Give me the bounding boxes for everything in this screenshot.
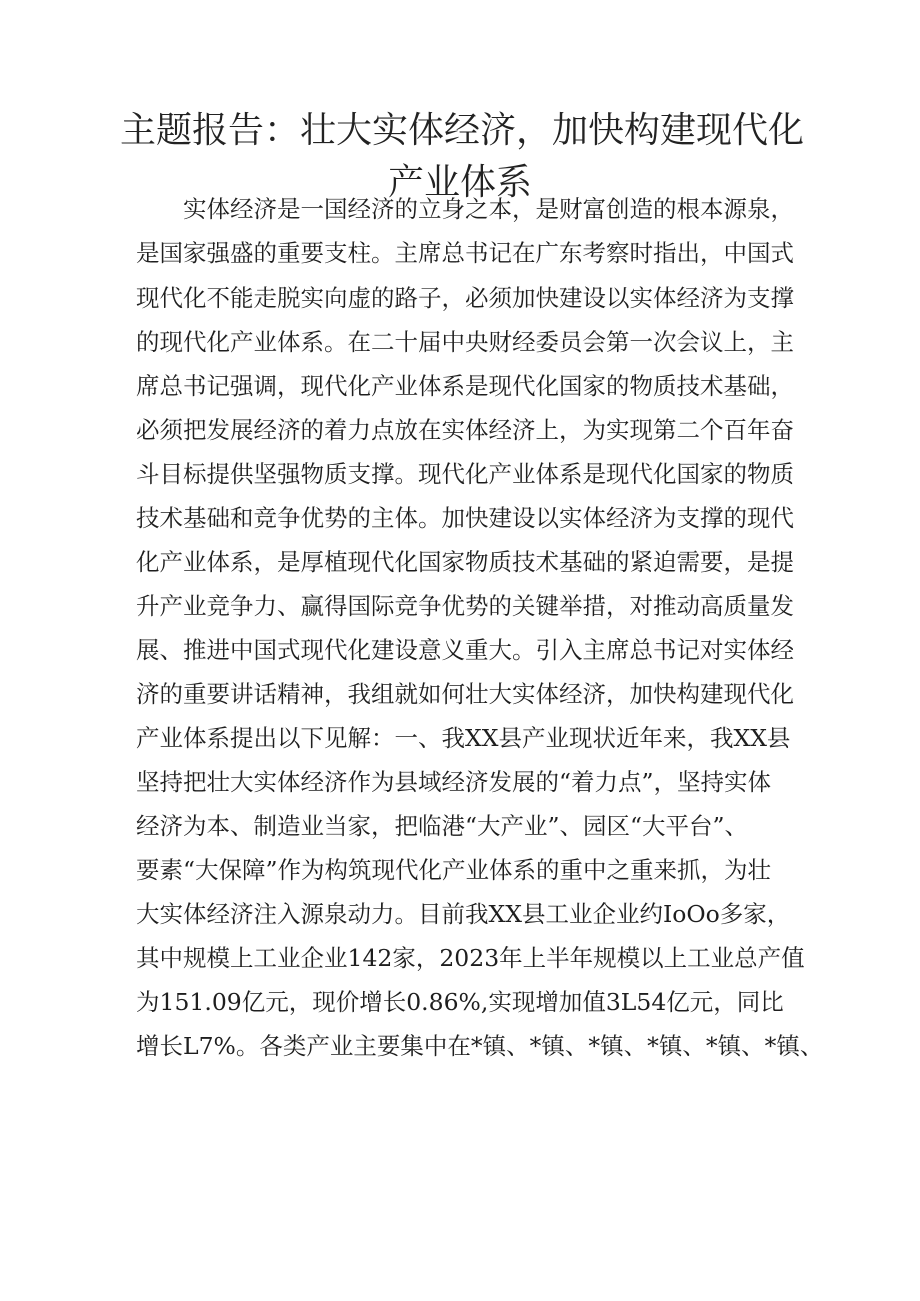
- body-line: 其中规模上工业企业142家，2023年上半年规模以上工业总产值: [136, 944, 805, 972]
- body-line: 坚持把壮大实体经济作为县域经济发展的“着力点”，坚持实体: [136, 768, 772, 796]
- body-line: 斗目标提供坚强物质支撑。现代化产业体系是现代化国家的物质: [136, 460, 794, 488]
- body-line: 现代化不能走脱实向虚的路子，必须加快建设以实体经济为支撑: [136, 284, 794, 312]
- document-title-line-2: 产业体系: [387, 162, 532, 203]
- body-line: 席总书记强调，现代化产业体系是现代化国家的物质技术基础，: [136, 372, 794, 400]
- body-line: 产业体系提出以下见解：一、我XX县产业现状近年来，我XX县: [136, 724, 791, 752]
- body-line: 的现代化产业体系。在二十届中央财经委员会第一次会议上，主: [136, 328, 794, 356]
- body-line: 必须把发展经济的着力点放在实体经济上，为实现第二个百年奋: [136, 416, 794, 444]
- body-line: 是国家强盛的重要支柱。主席总书记在广东考察时指出，中国式: [136, 239, 794, 267]
- body-line: 展、推进中国式现代化建设意义重大。引入主席总书记对实体经: [136, 636, 794, 664]
- document-title-line-1: 主题报告：壮大实体经济，加快构建现代化: [120, 110, 805, 151]
- body-line: 大实体经济注入源泉动力。目前我XX县工业企业约IoOo多家，: [136, 900, 791, 928]
- body-line: 技术基础和竞争优势的主体。加快建设以实体经济为支撑的现代: [136, 504, 794, 532]
- body-line: 升产业竞争力、赢得国际竞争优势的关键举措，对推动高质量发: [136, 592, 794, 620]
- body-line: 经济为本、制造业当家，把临港“大产业”、园区“大平台”、: [136, 812, 749, 840]
- body-line: 要素“大保障”作为构筑现代化产业体系的重中之重来抓，为壮: [136, 856, 772, 884]
- body-line: 为151.09亿元，现价增长0.86%,实现增加值3L54亿元，同比: [136, 988, 784, 1016]
- body-line: 增长L7%。各类产业主要集中在*镇、*镇、*镇、*镇、*镇、*镇、: [136, 1032, 824, 1060]
- body-line: 济的重要讲话精神，我组就如何壮大实体经济，加快构建现代化: [136, 680, 794, 708]
- body-line: 化产业体系，是厚植现代化国家物质技术基础的紧迫需要，是提: [136, 548, 794, 576]
- body-line: 实体经济是一国经济的立身之本，是财富创造的根本源泉，: [183, 195, 794, 223]
